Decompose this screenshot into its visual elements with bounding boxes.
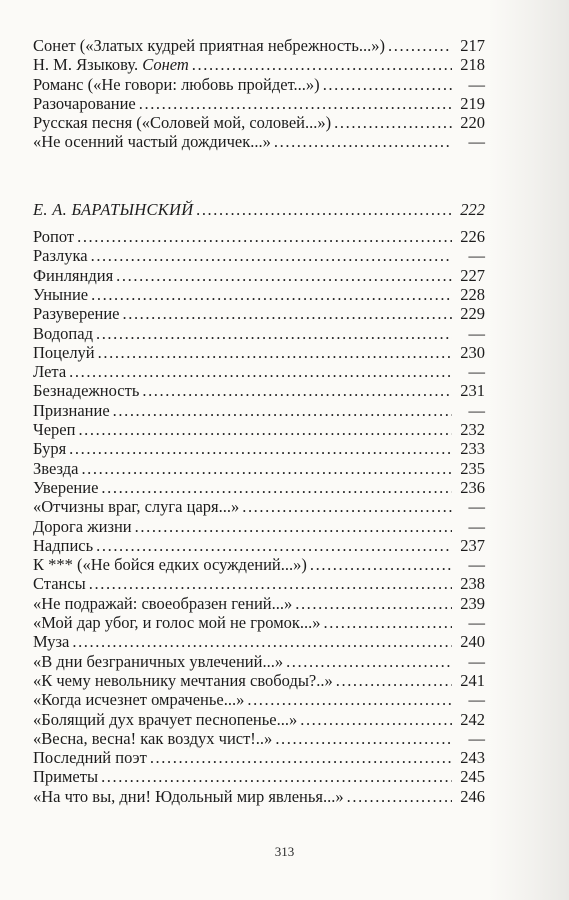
toc-entry[interactable]	[33, 94, 485, 113]
toc-entry[interactable]	[33, 55, 485, 74]
entry-title: К *** («Не бойся едких осуждений...»)	[33, 555, 307, 575]
toc-entry[interactable]	[33, 285, 485, 304]
entry-page: 246	[460, 786, 485, 806]
entry-title: Романс («Не говори: любовь пройдет...»)	[33, 74, 320, 94]
entry-page: —	[468, 246, 485, 266]
entry-page: 231	[460, 381, 485, 401]
toc-entry[interactable]	[33, 613, 485, 632]
toc-entry[interactable]	[33, 439, 485, 458]
toc-entry[interactable]	[33, 497, 485, 516]
entry-title: Уверение	[33, 477, 99, 497]
entry-title: «Не подражай: своеобразен гений...»	[33, 593, 293, 613]
leader-dots	[150, 748, 452, 767]
entry-page: 240	[460, 632, 485, 652]
leader-dots	[336, 671, 452, 690]
toc-entry[interactable]	[33, 710, 485, 729]
entry-title: Приметы	[33, 767, 99, 787]
toc-entry[interactable]	[33, 266, 485, 285]
entry-title: Разуверение	[33, 304, 120, 324]
entry-page: 226	[460, 227, 485, 247]
leader-dots	[98, 343, 452, 362]
leader-dots	[275, 729, 452, 748]
leader-dots	[81, 459, 452, 478]
entry-page: 236	[460, 477, 485, 497]
entry-page: 220	[460, 113, 485, 133]
toc-entry[interactable]	[33, 729, 485, 748]
leader-dots	[96, 324, 452, 343]
entry-page: 228	[460, 284, 485, 304]
toc-entry[interactable]	[33, 690, 485, 709]
entry-page: —	[468, 690, 485, 710]
entry-title: Безнадежность	[33, 381, 140, 401]
leader-dots	[242, 497, 452, 516]
entry-title-main: Н. М. Языкову.	[33, 55, 139, 75]
entry-title: Звезда	[33, 458, 79, 478]
entry-page: 243	[460, 748, 485, 768]
leader-dots	[101, 478, 452, 497]
entry-title: «Не осенний частый дождичек...»	[33, 132, 271, 152]
toc-entry[interactable]	[33, 536, 485, 555]
leader-dots	[192, 55, 452, 74]
toc-entry[interactable]	[33, 246, 485, 265]
entry-page: 217	[460, 36, 485, 55]
entry-page: —	[468, 323, 485, 343]
leader-dots	[69, 362, 452, 381]
entry-title: Муза	[33, 632, 70, 652]
entry-title: «В дни безграничных увлечений...»	[33, 651, 284, 671]
entry-title: Сонет («Златых кудрей приятная небрежность...»)	[33, 36, 386, 55]
leader-dots	[101, 767, 452, 786]
toc-entry[interactable]	[33, 671, 485, 690]
leader-dots	[286, 652, 452, 671]
entry-title: Признание	[33, 400, 110, 420]
entry-page: 218	[460, 55, 485, 75]
leader-dots	[123, 304, 453, 323]
entry-title: Поцелуй	[33, 342, 95, 362]
leader-dots	[96, 536, 452, 555]
toc-entry[interactable]	[33, 381, 485, 400]
entry-page: —	[468, 516, 485, 536]
entry-page: —	[468, 362, 485, 382]
toc-entry[interactable]	[33, 362, 485, 381]
leader-dots	[139, 94, 452, 113]
leader-dots	[323, 75, 452, 94]
entry-title-italic: Сонет	[142, 55, 189, 75]
toc-entry[interactable]	[33, 132, 485, 151]
toc-entry[interactable]	[33, 517, 485, 536]
entry-title: «На что вы, дни! Юдольный мир явленья...»	[33, 786, 344, 806]
entry-title: Череп	[33, 420, 76, 440]
entry-page: —	[468, 651, 485, 671]
toc-entry[interactable]	[33, 420, 485, 439]
entry-title: «Весна, весна! как воздух чист!..»	[33, 728, 273, 748]
section-page: 222	[460, 199, 485, 219]
entry-title: Финляндия	[33, 265, 114, 285]
leader-dots	[300, 710, 452, 729]
leader-dots	[69, 439, 452, 458]
entry-title	[33, 55, 189, 74]
leader-dots	[78, 420, 452, 439]
leader-dots	[347, 787, 452, 806]
entry-page: 233	[460, 439, 485, 459]
section-heading[interactable]	[33, 200, 485, 219]
toc-entry[interactable]	[33, 343, 485, 362]
entry-page: —	[468, 497, 485, 517]
previous-author-entries	[33, 36, 485, 152]
entry-page: —	[468, 132, 485, 152]
toc-entry[interactable]	[33, 36, 485, 55]
page-number: 313	[274, 844, 295, 859]
entry-page: 219	[460, 93, 485, 113]
author-name: Е. А. БАРАТЫНСКИЙ	[33, 199, 194, 219]
leader-dots	[274, 132, 452, 151]
entry-title: «Когда исчезнет омраченье...»	[33, 690, 245, 710]
leader-dots	[247, 690, 452, 709]
toc-entry[interactable]	[33, 113, 485, 132]
entry-page: 238	[460, 574, 485, 594]
toc-entry[interactable]	[33, 401, 485, 420]
toc-entry[interactable]	[33, 324, 485, 343]
entry-page: 239	[460, 593, 485, 613]
leader-dots	[72, 632, 452, 651]
entry-title: Лета	[33, 362, 67, 382]
entry-page: 237	[460, 535, 485, 555]
toc-entry[interactable]	[33, 652, 485, 671]
entry-page: 245	[460, 767, 485, 787]
toc-entry[interactable]	[33, 632, 485, 651]
entry-page: —	[468, 555, 485, 575]
leader-dots	[91, 285, 452, 304]
leader-dots	[89, 574, 452, 593]
toc-entry[interactable]	[33, 459, 485, 478]
entry-title: Буря	[33, 439, 67, 459]
entry-title: Ропот	[33, 227, 75, 247]
entry-page: —	[468, 74, 485, 94]
entry-title: «Мой дар убог, и голос мой не громок...»	[33, 613, 321, 633]
leader-dots	[116, 266, 452, 285]
toc-entry[interactable]	[33, 227, 485, 246]
leader-dots	[91, 246, 452, 265]
entry-page: 229	[460, 304, 485, 324]
entry-title: «Отчизны враг, слуга царя...»	[33, 497, 240, 517]
entry-title: Надпись	[33, 535, 94, 555]
entry-page: 241	[460, 670, 485, 690]
section-spacer	[33, 152, 485, 200]
toc-entry[interactable]	[33, 555, 485, 574]
entry-page: 242	[460, 709, 485, 729]
reverse-side-bleed	[489, 0, 569, 900]
entry-page: 232	[460, 420, 485, 440]
toc-entry[interactable]	[33, 574, 485, 593]
entry-title: «Болящий дух врачует песнопенье...»	[33, 709, 298, 729]
leader-dots	[334, 113, 452, 132]
entry-title: Дорога жизни	[33, 516, 132, 536]
toc-entry[interactable]	[33, 767, 485, 786]
leader-dots	[310, 555, 452, 574]
toc-entry[interactable]	[33, 594, 485, 613]
entry-title: «К чему невольнику мечтания свободы?..»	[33, 670, 333, 690]
toc-entry[interactable]	[33, 478, 485, 497]
toc-entry[interactable]	[33, 75, 485, 94]
entry-title: Уныние	[33, 284, 89, 304]
entry-title: Разлука	[33, 246, 88, 266]
entry-page: 227	[460, 265, 485, 285]
entry-page: 230	[460, 342, 485, 362]
leader-dots	[135, 517, 452, 536]
leader-dots	[142, 381, 452, 400]
table-of-contents	[33, 36, 485, 806]
leader-dots	[196, 200, 452, 219]
entry-title: Последний поэт	[33, 748, 147, 768]
toc-entry[interactable]	[33, 787, 485, 806]
leader-dots	[77, 227, 452, 246]
toc-entry[interactable]	[33, 748, 485, 767]
entry-page: —	[468, 400, 485, 420]
entry-page: —	[468, 728, 485, 748]
leader-dots	[388, 36, 452, 55]
entry-title: Русская песня («Соловей мой, соловей...»)	[33, 113, 332, 133]
entry-page: —	[468, 613, 485, 633]
entry-title: Стансы	[33, 574, 86, 594]
entry-page: 235	[460, 458, 485, 478]
entry-title: Водопад	[33, 323, 93, 343]
leader-dots	[113, 401, 452, 420]
toc-entry[interactable]	[33, 304, 485, 323]
entry-title: Разочарование	[33, 93, 136, 113]
leader-dots	[324, 613, 452, 632]
author-entries	[33, 227, 485, 806]
leader-dots	[295, 594, 452, 613]
